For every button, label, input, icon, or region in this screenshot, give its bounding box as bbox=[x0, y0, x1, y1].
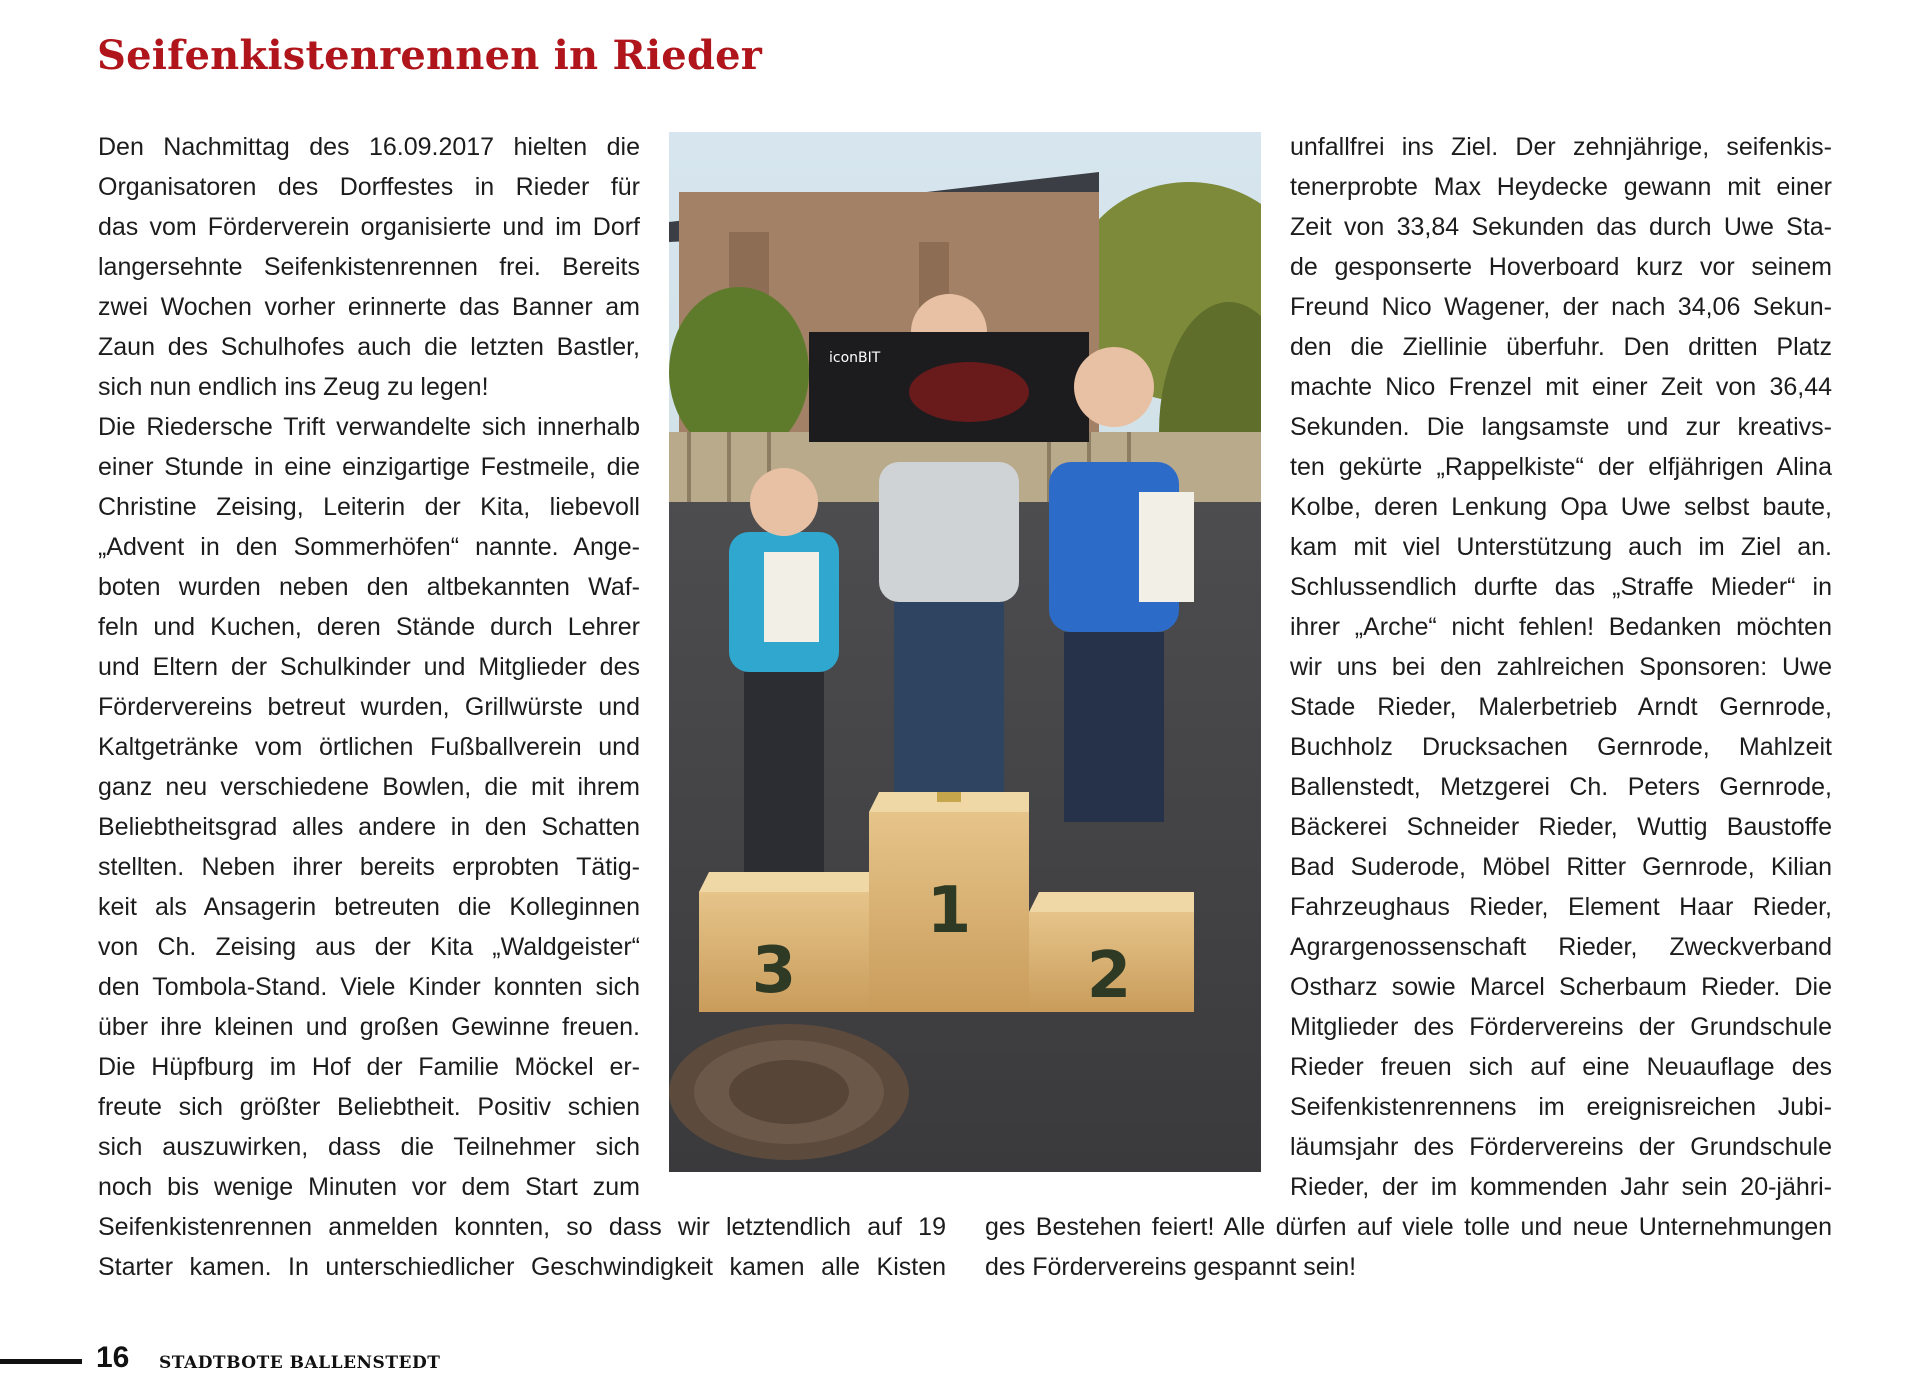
text-line: Ballenstedt, Metzgerei Ch. Peters Gernrode, bbox=[1290, 773, 1832, 801]
podium-label-second: 2 bbox=[1086, 939, 1132, 1013]
text-line: Seifenkistenrennen anmelden konnten, so dass wir letztendlich auf 19 bbox=[98, 1213, 946, 1241]
footer-rule bbox=[0, 1359, 82, 1364]
text-line: Stade Rieder, Malerbetrieb Arndt Gernrode, bbox=[1290, 693, 1832, 721]
text-line: Kaltgetränke vom örtlichen Fußballverein und bbox=[98, 733, 640, 761]
box-brand: iconBIT bbox=[829, 350, 881, 366]
article-title: Seifenkistenrennen in Rieder bbox=[97, 32, 763, 79]
text-line: Bäckerei Schneider Rieder, Wuttig Baustoffe bbox=[1290, 813, 1832, 841]
text-line: Den Nachmittag des 16.09.2017 hielten die bbox=[98, 133, 640, 161]
text-line: sich auszuwirken, dass die Teilnehmer sich bbox=[98, 1133, 640, 1161]
text-line: feln und Kuchen, deren Stände durch Lehrer bbox=[98, 613, 640, 641]
podium-photo-illustration bbox=[669, 132, 1261, 1172]
text-line: einer Stunde in eine einzigartige Festmeile, die bbox=[98, 453, 640, 481]
text-line: Fördervereins betreut wurden, Grillwürste und bbox=[98, 693, 640, 721]
text-line: Organisatoren des Dorffestes in Rieder für bbox=[98, 173, 640, 201]
text-line: und Eltern der Schulkinder und Mitglieder des bbox=[98, 653, 640, 681]
text-line: Die Hüpfburg im Hof der Familie Möckel er- bbox=[98, 1053, 640, 1081]
page-number: 16 bbox=[96, 1341, 130, 1374]
text-line: Rieder, der im kommenden Jahr sein 20-jähri- bbox=[1290, 1173, 1832, 1201]
text-line: wir uns bei den zahlreichen Sponsoren: Uwe bbox=[1290, 653, 1832, 681]
text-line: Mitglieder des Fördervereins der Grundschule bbox=[1290, 1013, 1832, 1041]
text-line: Zeit von 33,84 Sekunden das durch Uwe Sta- bbox=[1290, 213, 1832, 241]
text-line: stellten. Neben ihrer bereits erprobten Tätig- bbox=[98, 853, 640, 881]
podium-label-first: 1 bbox=[926, 874, 972, 948]
text-line: zwei Wochen vorher erinnerte das Banner am bbox=[98, 293, 640, 321]
text-line: den die Ziellinie überfuhr. Den dritten Platz bbox=[1290, 333, 1832, 361]
text-line: ganz neu verschiedene Bowlen, die mit ihrem bbox=[98, 773, 640, 801]
text-line: freute sich größter Beliebtheit. Positiv schien bbox=[98, 1093, 640, 1121]
text-line: langersehnte Seifenkistenrennen frei. Bereits bbox=[98, 253, 640, 281]
text-line: Sekunden. Die langsamste und zur kreativs- bbox=[1290, 413, 1832, 441]
text-line: machte Nico Frenzel mit einer Zeit von 36,44 bbox=[1290, 373, 1832, 401]
text-line: Buchholz Drucksachen Gernrode, Mahlzeit bbox=[1290, 733, 1832, 761]
text-line: Agrargenossenschaft Rieder, Zweckverband bbox=[1290, 933, 1832, 961]
text-line: Rieder freuen sich auf eine Neuauflage des bbox=[1290, 1053, 1832, 1081]
podium-label-third: 3 bbox=[751, 934, 797, 1008]
text-line: kam mit viel Unterstützung auch im Ziel an. bbox=[1290, 533, 1832, 561]
text-line: Fahrzeughaus Rieder, Element Haar Rieder, bbox=[1290, 893, 1832, 921]
text-line: läumsjahr des Fördervereins der Grundschule bbox=[1290, 1133, 1832, 1161]
text-line: Ostharz sowie Marcel Scherbaum Rieder. Die bbox=[1290, 973, 1832, 1001]
text-line: de gesponserte Hoverboard kurz vor seinem bbox=[1290, 253, 1832, 281]
text-line: Zaun des Schulhofes auch die letzten Bastler, bbox=[98, 333, 640, 361]
text-line: Seifenkistenrennens im ereignisreichen Jubi- bbox=[1290, 1093, 1832, 1121]
text-line: Schlussendlich durfte das „Straffe Mieder“ in bbox=[1290, 573, 1832, 601]
text-line: ihrer „Arche“ nicht fehlen! Bedanken möchten bbox=[1290, 613, 1832, 641]
text-line: von Ch. Zeising aus der Kita „Waldgeister“ bbox=[98, 933, 640, 961]
text-line: den Tombola-Stand. Viele Kinder konnten sich bbox=[98, 973, 640, 1001]
text-line: „Advent in den Sommerhöfen“ nannte. Ange- bbox=[98, 533, 640, 561]
text-line: des Fördervereins gespannt sein! bbox=[985, 1253, 1357, 1281]
text-line: keit als Ansagerin betreuten die Kolleginnen bbox=[98, 893, 640, 921]
text-line: sich nun endlich ins Zeug zu legen! bbox=[98, 373, 489, 401]
text-line: das vom Förderverein organisierte und im Dorf bbox=[98, 213, 640, 241]
podium-photo bbox=[669, 132, 1261, 1172]
text-line: Starter kamen. In unterschiedlicher Geschwindigkeit kamen alle Kisten bbox=[98, 1253, 946, 1281]
text-line: boten wurden neben den altbekannten Waf- bbox=[98, 573, 640, 601]
text-line: ges Bestehen feiert! Alle dürfen auf viele tolle und neue Unternehmungen bbox=[985, 1213, 1832, 1241]
publication-name: STADTBOTE BALLENSTEDT bbox=[159, 1353, 441, 1373]
text-line: noch bis wenige Minuten vor dem Start zum bbox=[98, 1173, 640, 1201]
text-line: über ihre kleinen und großen Gewinne freuen. bbox=[98, 1013, 640, 1041]
text-line: unfallfrei ins Ziel. Der zehnjährige, seifenkis- bbox=[1290, 133, 1832, 161]
text-line: Die Riedersche Trift verwandelte sich innerhalb bbox=[98, 413, 640, 441]
text-line: Christine Zeising, Leiterin der Kita, liebevoll bbox=[98, 493, 640, 521]
text-line: ten gekürte „Rappelkiste“ der elfjährigen Alina bbox=[1290, 453, 1832, 481]
text-line: Beliebtheitsgrad alles andere in den Schatten bbox=[98, 813, 640, 841]
text-line: Freund Nico Wagener, der nach 34,06 Sekun- bbox=[1290, 293, 1832, 321]
text-line: Kolbe, deren Lenkung Opa Uwe selbst baute, bbox=[1290, 493, 1832, 521]
text-line: Bad Suderode, Möbel Ritter Gernrode, Kilian bbox=[1290, 853, 1832, 881]
text-line: tenerprobte Max Heydecke gewann mit einer bbox=[1290, 173, 1832, 201]
